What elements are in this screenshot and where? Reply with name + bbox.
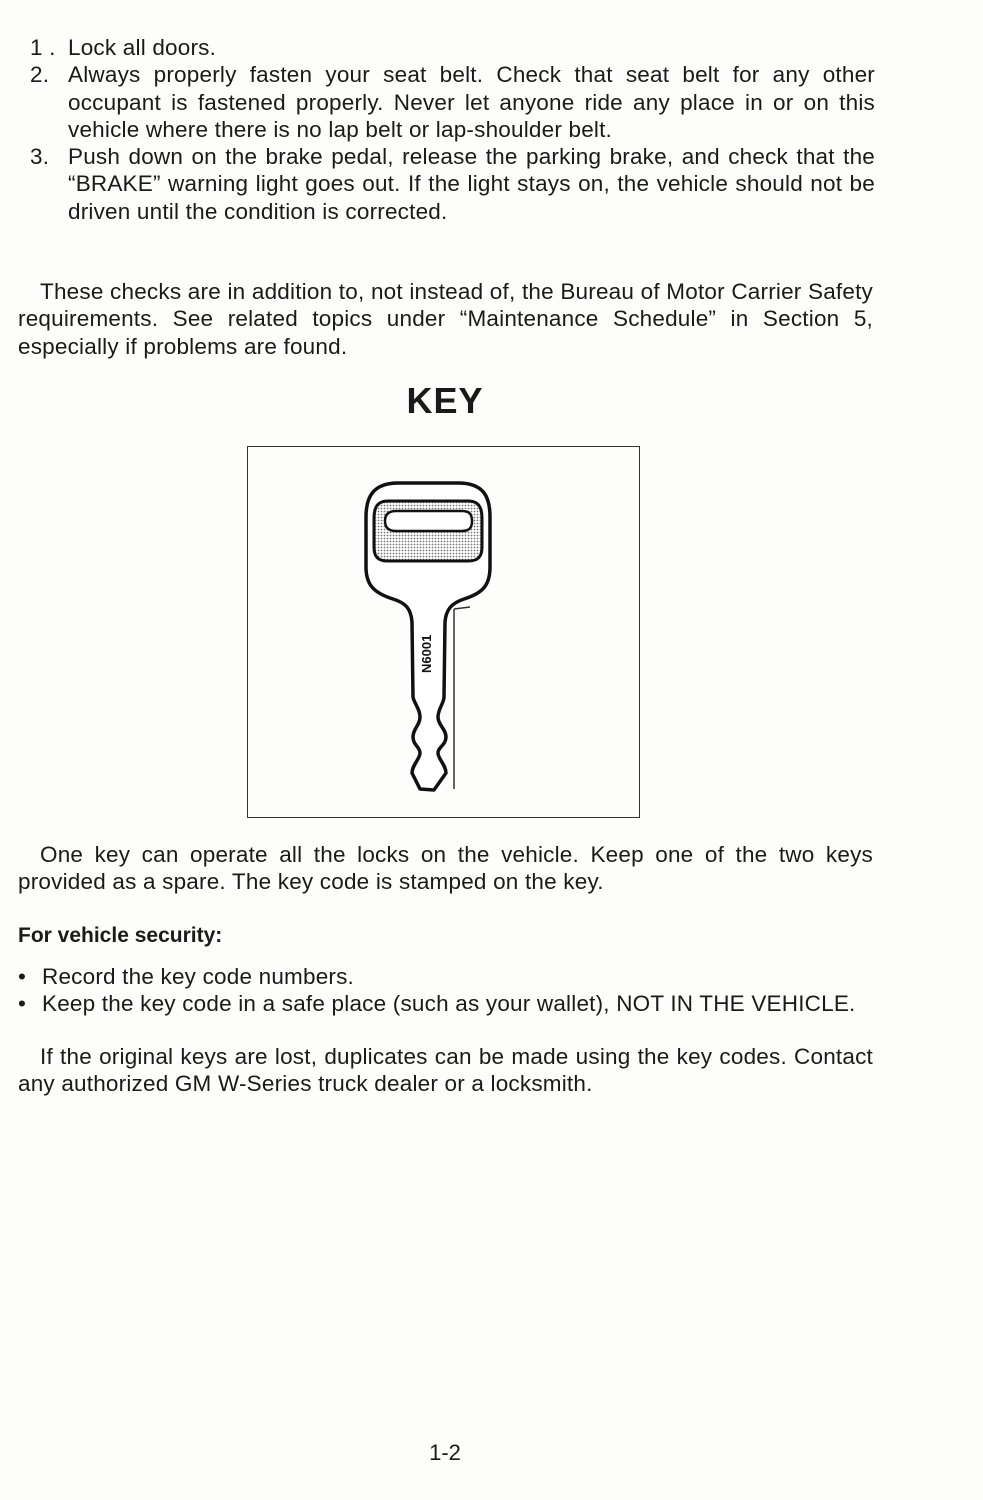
bullet-text: Keep the key code in a safe place (such as your wallet), NOT IN THE VEHICLE. [42,991,856,1017]
list-item [30,34,875,61]
bullet-icon: • [18,991,27,1017]
list-item [18,963,875,990]
page-number: 1-2 [429,1440,461,1465]
list-text: Always properly fasten your seat belt. Check that seat belt for any other occupant is fastened properly. Never let anyone ride any place in or on this vehicle where there is no lap belt or lap-shoulder belt. [68,62,875,142]
lost-keys-paragraph: If the original keys are lost, duplicates can be made using the key codes. Contact any authorized GM W-Series truck dealer or a locksmith. [18,1044,873,1097]
security-bullets [18,963,875,1018]
list-number: 2. [30,62,50,88]
list-item [30,143,875,225]
key-icon [248,447,638,816]
list-item [18,990,875,1017]
list-number: 1 . [30,35,56,60]
pre-drive-checklist [30,34,875,225]
key-code-stamp: N6001 [419,634,434,673]
bullet-icon: • [18,964,27,989]
list-text: Push down on the brake pedal, release the parking brake, and check that the “BRAKE” warning light goes out. If the light stays on, the vehicle should not be driven until the condition is corrected. [68,144,875,224]
section-heading: KEY [406,380,484,421]
key-figure [247,446,640,818]
key-description-paragraph: One key can operate all the locks on the vehicle. Keep one of the two keys provided as a spare. The key code is stamped on the key. [18,842,873,895]
security-heading: For vehicle security: [18,924,223,947]
bullet-text: Record the key code numbers. [42,964,355,989]
list-item [30,61,875,143]
list-number: 3. [30,144,50,170]
list-text: Lock all doors. [68,35,217,60]
checks-note-paragraph: These checks are in addition to, not instead of, the Bureau of Motor Carrier Safety requirements. See related topics under “Maintenance Schedule” in Section 5, especially if problems are found. [18,279,873,359]
